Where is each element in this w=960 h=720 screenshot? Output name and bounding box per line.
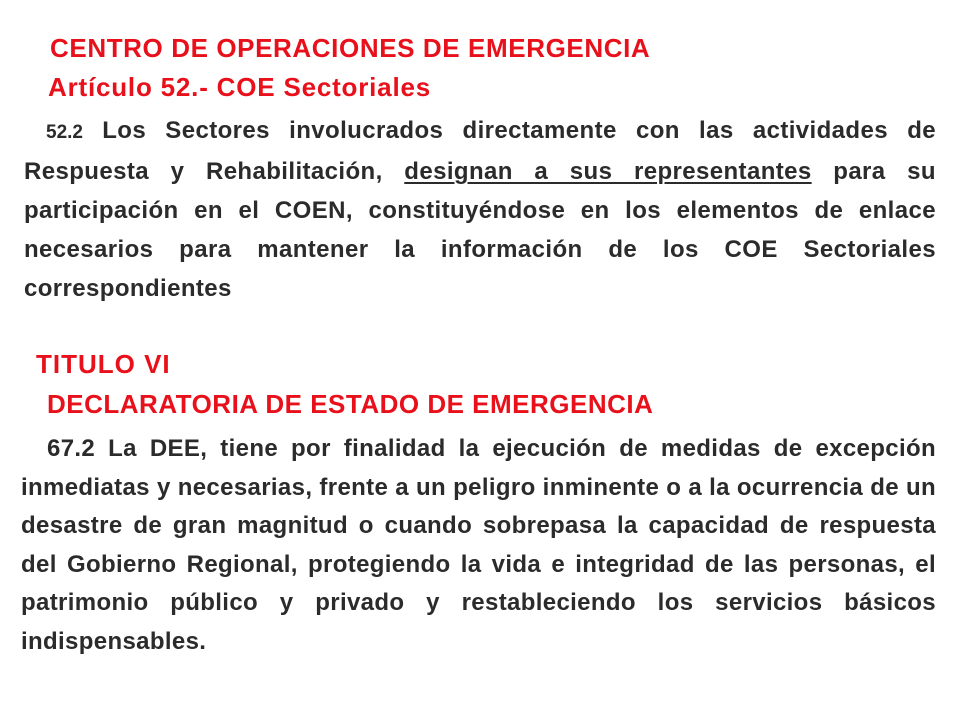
paragraph-number: 52.2 <box>46 122 83 143</box>
paragraph-text: Los Sectores involucrados directamente con las actividades de Respuesta y Rehabilitación, <box>24 117 936 185</box>
paragraph-number: 67.2 <box>47 435 96 462</box>
section-title-coe: CENTRO DE OPERACIONES DE EMERGENCIA <box>50 33 651 63</box>
underlined-text: designan a sus representantes <box>404 158 812 185</box>
declaratoria-heading: DECLARATORIA DE ESTADO DE EMERGENCIA <box>47 389 654 419</box>
paragraph-67-2 <box>21 430 936 661</box>
paragraph-text: La DEE, tiene por finalidad la ejecución de medidas de excepción inmediatas y necesarias, frente a un peligro inminente o a la ocurrencia de un desastre de gran magnitud o cuando sobrepasa la capacidad de respuesta del Gobierno Regional, protegiendo la vida e integridad de las personas, el patrimonio público y privado y restableciendo los servicios básicos indispensables. <box>21 435 936 655</box>
article-heading: Artículo 52.- COE Sectoriales <box>48 72 431 102</box>
title-vi-heading: TITULO VI <box>36 349 171 379</box>
paragraph-text: para su participación en el COEN, constituyéndose en los elementos de enlace necesarios para mantener la información de los COE Sectoriales correspondientes <box>24 158 936 302</box>
paragraph-52-2 <box>24 111 936 308</box>
